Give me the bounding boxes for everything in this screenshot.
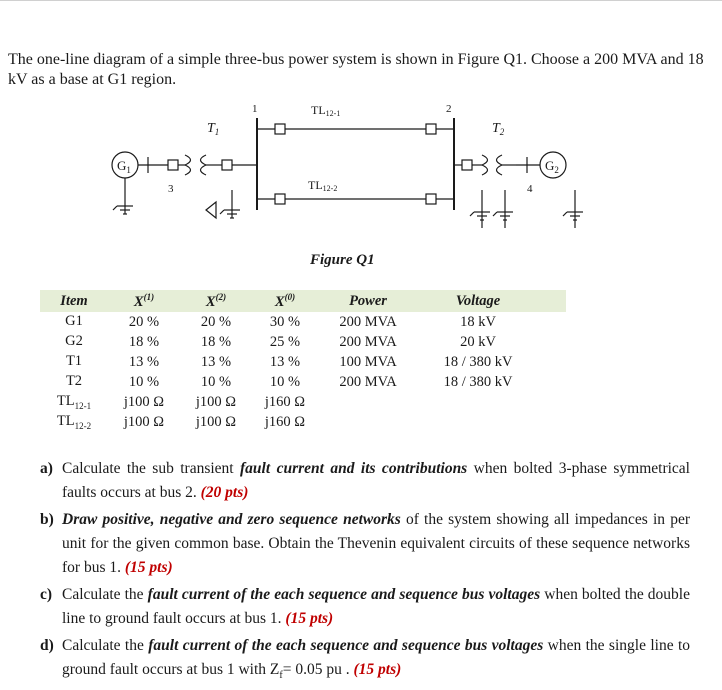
svg-text:T1: $T_1$ <box>207 121 220 137</box>
svg-text:G1: $G_1$ <box>117 158 131 175</box>
table-row: T1 13 % 13 % 13 % 100 MVA 18 / 380 kV <box>65 353 513 370</box>
header-voltage: Voltage <box>455 292 501 309</box>
tl12-1-label: TL12-1 <box>311 103 341 118</box>
ground-g1 <box>113 178 133 214</box>
bus-3 <box>168 160 178 170</box>
table-row: G2 18 % 18 % 25 % 200 MVA 20 kV <box>65 333 496 350</box>
figure-caption: Figure Q1 <box>310 252 375 268</box>
header-x2: $X^{(2)}$ <box>205 291 227 310</box>
header-x1: $X^{(1)}$ <box>133 291 155 310</box>
header-item: Item <box>60 292 88 309</box>
delta-symbol-t1 <box>206 202 216 218</box>
table-header-row <box>40 290 566 312</box>
table-row: G1 20 % 20 % 30 % 200 MVA 18 kV <box>65 313 496 330</box>
bus-2-label: 2 <box>446 103 452 115</box>
bus-4-label: 4 <box>527 183 533 195</box>
breaker-t2 <box>462 160 472 170</box>
bus-1-label: 1 <box>252 103 258 115</box>
one-line-diagram <box>0 0 722 290</box>
transformer-t2 <box>470 121 516 228</box>
parameters-table <box>40 290 566 432</box>
table-row: T2 10 % 10 % 10 % 200 MVA 18 / 380 kV <box>65 373 513 390</box>
table-row: $TL_{12-1}$ j100 Ω j100 Ω j160 Ω <box>56 393 306 411</box>
header-x0: $X^{(0)}$ <box>274 291 296 310</box>
bus-3-label: 3 <box>168 183 174 195</box>
header-power: Power <box>349 292 387 309</box>
tl12-2-label: TL12-2 <box>308 178 338 193</box>
intro-text: The one-line diagram of a simple three-bus power system is shown in Figure Q1. Choose a 200 MVA and 18 kV as a base at G1 region. <box>8 51 704 88</box>
svg-text:T2: $T_2$ <box>492 121 505 137</box>
svg-text:G2: $G_2$ <box>545 158 559 175</box>
generator-g1 <box>112 152 138 178</box>
table-row: $TL_{12-2}$ j100 Ω j100 Ω j160 Ω <box>56 413 306 431</box>
generator-g2 <box>540 152 583 228</box>
breaker-t1 <box>222 160 232 170</box>
